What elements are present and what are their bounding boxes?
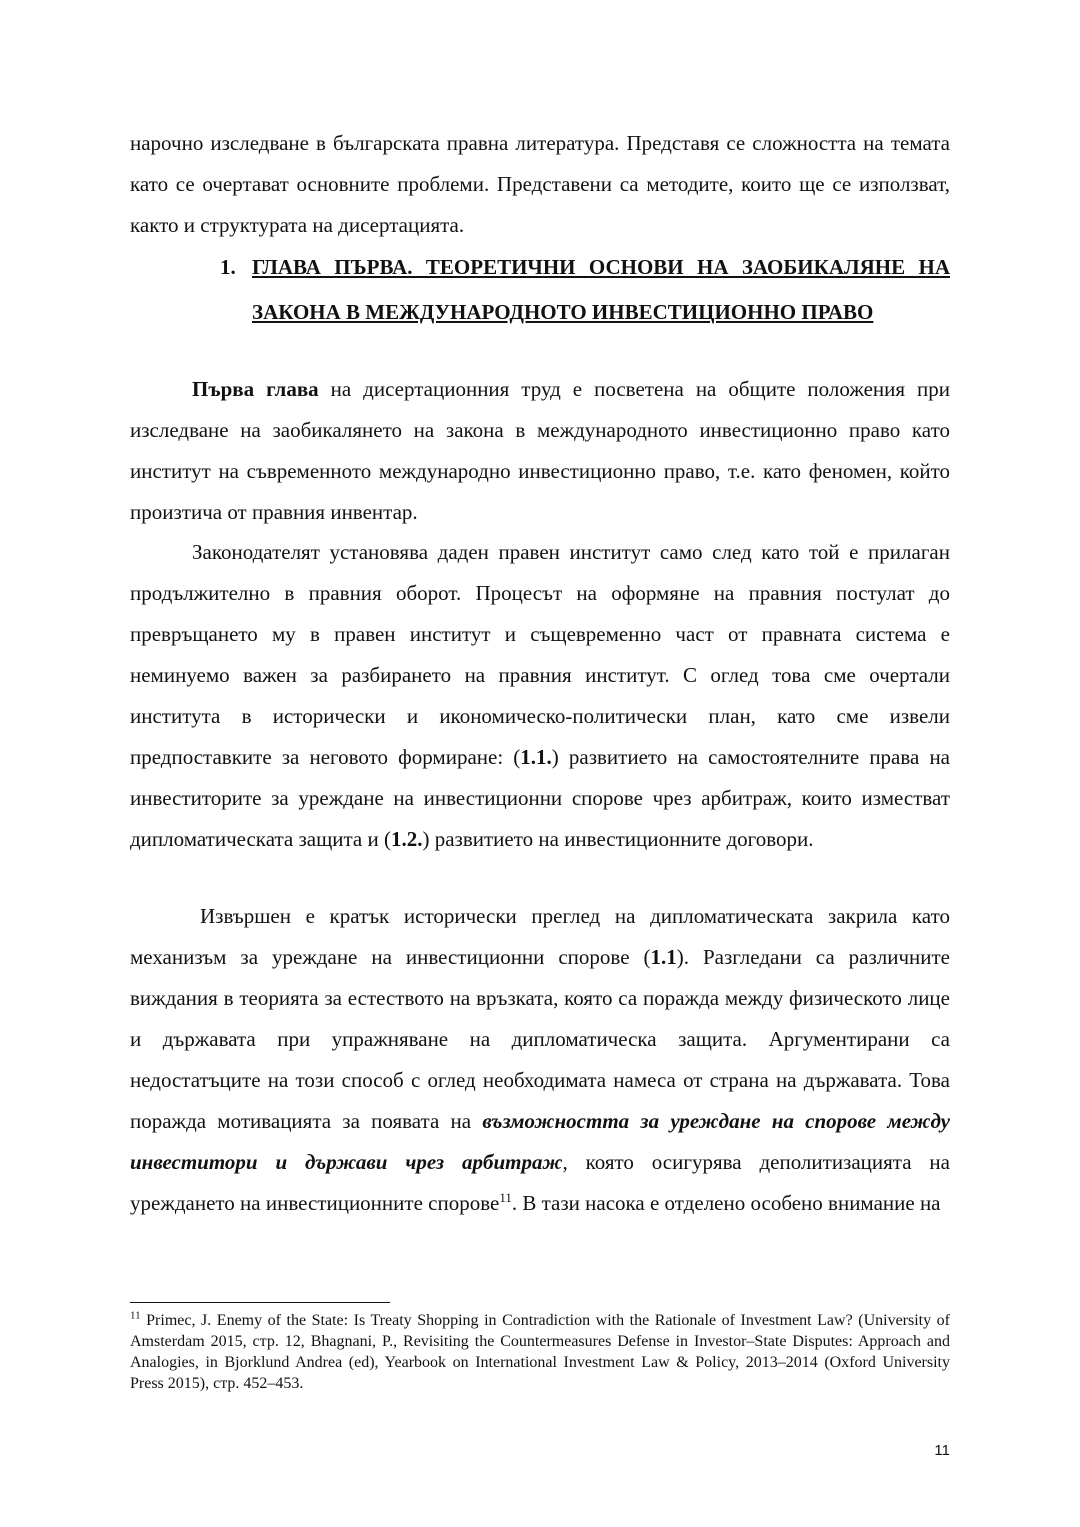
history-text-1: Извършен е кратък исторически преглед на дипломатическата закрила като механизъм за уреждане на инвестиционни спорове ( bbox=[130, 904, 950, 969]
footnote bbox=[130, 1310, 950, 1394]
legislator-text-1: Законодателят установява даден правен институт само след като той е прилаган продължително в правния оборот. Процесът на оформяне на правния постулат до превръщането му в правен институт и същевременно част от правната система е неминуемо важен за разбирането на правния институт. С оглед това сме очертали института в исторически и икономическо-политически план, като сме извели предпоставките за неговото формиране: ( bbox=[130, 540, 950, 769]
history-text-2: ). Разгледани са различните виждания в теорията за естеството на връзката, която са поражда между физическото лице и държавата при упражняване на дипломатическа защита. Аргументирани са недостатъците на този способ с оглед необходимата намеса от страна на държавата. Това поражда мотивацията за появата на bbox=[130, 945, 950, 1133]
history-paragraph bbox=[130, 896, 950, 1224]
legislator-text-3: ) развитието на инвестиционните договори. bbox=[422, 827, 814, 851]
page-number: 11 bbox=[934, 1442, 950, 1459]
history-text-4: . В тази насока е отделено особено внимание на bbox=[511, 1191, 941, 1215]
intro-paragraph: нарочно изследване в българската правна литература. Представя се сложността на темата като се очертават основните проблеми. Представени са методите, които ще се използват, както и структурата на дисертацията. bbox=[130, 131, 950, 237]
legislator-paragraph bbox=[130, 532, 950, 860]
section-ref-1-1: 1.1. bbox=[520, 745, 552, 769]
footnote-text: Primec, J. Enemy of the State: Is Treaty Shopping in Contradiction with the Rationale of Investment Law? (University of Amsterdam 2015, стр. 12, Bhagnani, P., Revisiting the Countermeasures Defense in Investor–State Disputes: Approach and Analogies, in Bjorklund Andrea (ed), Yearbook on International Investment Law & Policy, 2013–2014 (Oxford University Press 2015), стр. 452–453. bbox=[130, 1312, 950, 1392]
chapter-heading bbox=[220, 245, 950, 335]
chapter-heading-title: ГЛАВА ПЪРВА. ТЕОРЕТИЧНИ ОСНОВИ НА ЗАОБИКАЛЯНЕ НА ЗАКОНА В МЕЖДУНАРОДНОТО ИНВЕСТИЦИОННО ПРАВО bbox=[252, 255, 950, 324]
chapter-summary-text: на дисертационния труд е посветена на общите положения при изследване на заобикалянето на закона в международното инвестиционно право като институт на съвременното международно инвестиционно право, т.е. като феномен, който произтича от правния инвентар. bbox=[130, 377, 950, 524]
footnote-marker: 11 bbox=[130, 1309, 141, 1322]
section-ref-1-1-inline: 1.1 bbox=[650, 945, 677, 969]
history-text-3: , която осигурява деполитизацията на уреждането на инвестиционните спорове bbox=[130, 1150, 950, 1215]
legislator-text-2: ) развитието на самостоятелните права на инвеститорите за уреждане на инвестиционни спорове чрез арбитраж, които изместват дипломатическата защита и ( bbox=[130, 745, 950, 851]
chapter-summary-paragraph bbox=[130, 369, 950, 533]
footnote-reference[interactable]: 11 bbox=[499, 1190, 512, 1205]
footnote-separator bbox=[130, 1302, 390, 1303]
arbitration-emphasis: възможността за уреждане на спорове между инвеститори и държави чрез арбитраж bbox=[130, 1109, 950, 1174]
chapter-heading-number: 1. bbox=[220, 255, 236, 279]
chapter-lead-bold: Първа глава bbox=[192, 377, 319, 401]
section-ref-1-2: 1.2. bbox=[390, 827, 423, 851]
